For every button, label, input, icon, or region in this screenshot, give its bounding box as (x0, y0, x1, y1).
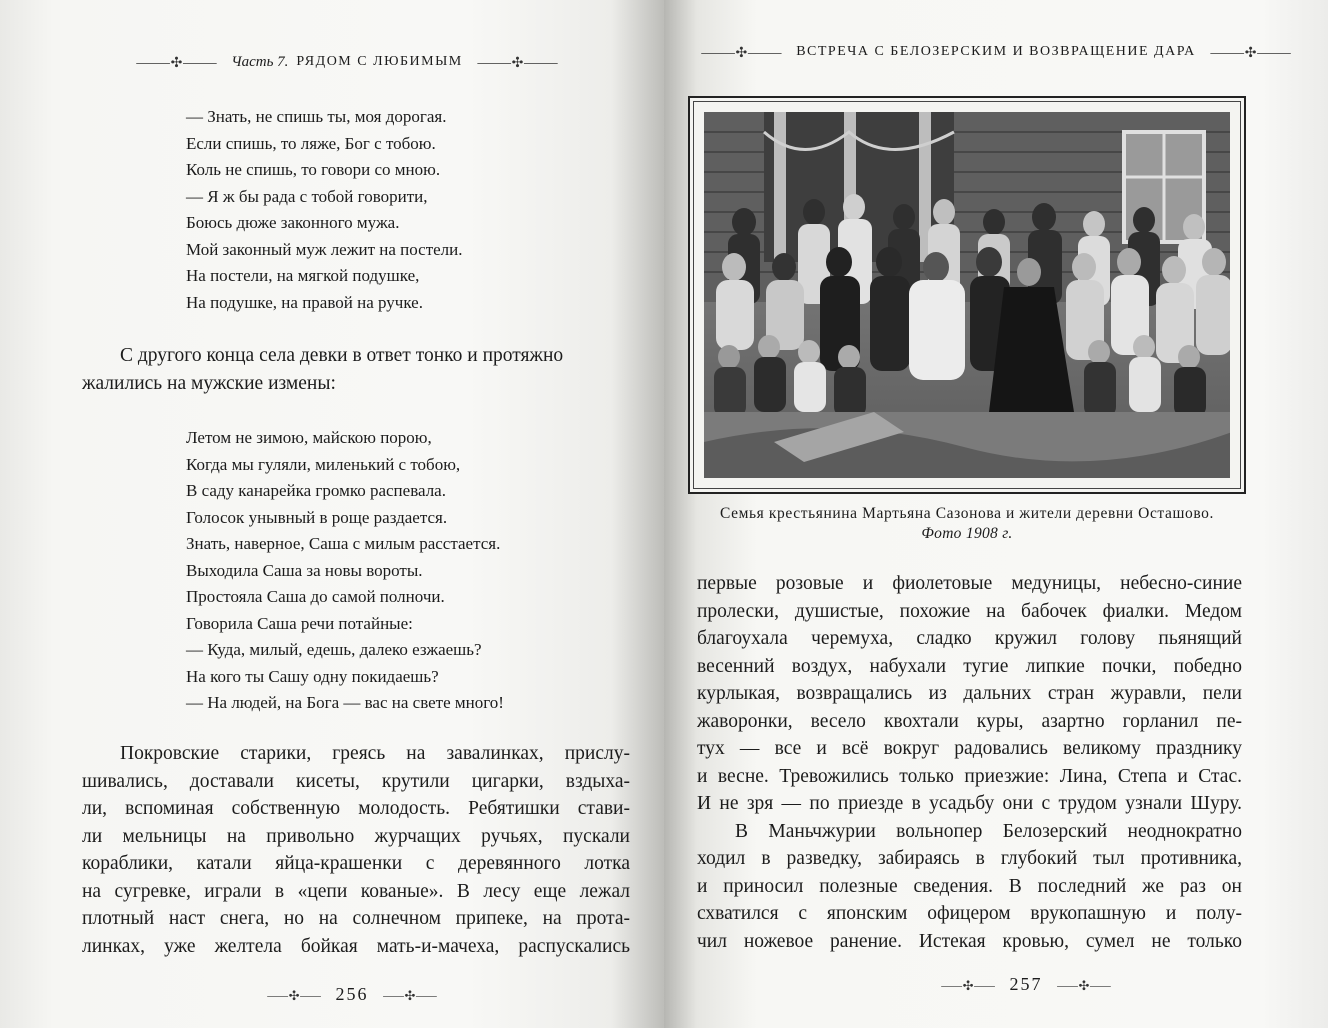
header-chapter-title: ВСТРЕЧА С БЕЛОЗЕРСКИМ И ВОЗВРАЩЕНИЕ ДАРА (796, 44, 1196, 59)
prose-line: В Маньчжурии вольнопер Белозерский неоднократно (735, 820, 1242, 842)
prose-line: благоухала черемуха, сладко кружил голову пьянящий (697, 628, 1242, 649)
photo-illustration (704, 112, 1230, 478)
prose-line: С другого конца села девки в ответ тонко и протяжно (120, 345, 564, 366)
folio-ornament-icon: ⸺✣⸺ (266, 988, 322, 1003)
ornament-left-icon: ⸻✣⸻ (700, 46, 783, 61)
verse-line: — Я ж бы рада с тобой говорити, (186, 186, 428, 206)
verse-line: Если спишь, то ляже, Бог с тобою. (186, 133, 436, 153)
prose-line: кораблики, катали яйца-крашенки с деревянного лотка (82, 853, 630, 874)
right-running-header (664, 42, 1328, 62)
verse-line: — Куда, милый, едешь, далеко езжаешь? (186, 640, 482, 659)
right-prose-block (697, 570, 1242, 955)
page-number: 256 (335, 984, 369, 1004)
verse-line: На кого ты Сашу одну покидаешь? (186, 666, 439, 686)
verse-line: Боюсь дюже законного мужа. (186, 213, 400, 232)
prose-line: жаворонки, весело квохтали куры, азартно горланил пе- (697, 710, 1242, 732)
right-page-number (664, 974, 1328, 995)
prose-line: жалились на мужские измены: (82, 372, 336, 394)
ornament-right-icon: ⸻✣⸻ (476, 56, 559, 71)
prose-line: на сугревке, играли в «цепи кованые». В лесу еще лежал (82, 880, 630, 902)
prose-line: плотный наст снега, но на солнечном припеке, на прота- (82, 908, 630, 929)
folio-ornament-icon: ⸺✣⸺ (940, 978, 996, 993)
verse-line: Голосок унывный в роще раздается. (186, 507, 448, 527)
verse-line: В саду канарейка громко распевала. (186, 481, 446, 500)
verse-line: Выходила Саша за новы вороты. (186, 560, 423, 580)
prose-line: первые розовые и фиолетовые медуницы, небесно-синие (697, 573, 1242, 594)
verse-line: — Знать, не спишь ты, моя дорогая. (186, 107, 447, 126)
family-photograph (704, 112, 1230, 478)
caption-line: Фото 1908 г. (921, 525, 1013, 542)
left-running-header (0, 52, 664, 72)
prose-line: курлыкая, возвращались из дальних стран журавли, пели (697, 683, 1242, 704)
prose-line: ходил в разведку, забираясь в глубокий тыл противника, (697, 848, 1242, 869)
ornament-left-icon: ⸻✣⸻ (135, 56, 218, 71)
prose-line: ли, вспоминая собственную молодость. Ребятишки стави- (82, 798, 630, 819)
verse-line: Когда мы гуляли, миленький с тобою, (186, 454, 461, 474)
prose-block-2 (82, 740, 630, 960)
verse-line: — На людей, на Бога — вас на свете много! (186, 693, 504, 712)
prose-line: тух — все и всё вокруг радовались великому празднику (697, 738, 1242, 759)
verse-line: Коль не спишь, то говори со мною. (186, 160, 441, 179)
photo-frame (688, 96, 1246, 494)
verse-line: На подушке, на правой на ручке. (186, 292, 423, 312)
verse-line: Летом не зимою, майскою порою, (186, 428, 432, 447)
prose-line: ли мельницы на привольно журчащих ручьях, пускали (82, 825, 630, 847)
folio-ornament-icon: ⸺✣⸺ (382, 988, 438, 1003)
folio-ornament-icon: ⸺✣⸺ (1056, 978, 1112, 993)
verse-line: На постели, на мягкой подушке, (186, 266, 420, 285)
verse-line: Говорила Саша речи потайные: (186, 613, 413, 633)
verse-block-1 (186, 104, 463, 316)
verse-line: Простояла Саша до самой полночи. (186, 587, 445, 606)
prose-line: весенний воздух, набухали тугие липкие почки, победно (697, 655, 1242, 677)
prose-line: И не зря — по приезде в усадьбу они с трудом узнали Шуру. (697, 793, 1242, 814)
prose-line: чил ножевое ранение. Истекая кровью, сумел не только (697, 930, 1242, 952)
ornament-right-icon: ⸻✣⸻ (1209, 46, 1292, 61)
header-part-label: Часть 7. (231, 53, 289, 70)
prose-line: шивались, доставали кисеты, крутили цигарки, вздыха- (82, 770, 630, 792)
caption-line: Семья крестьянина Мартьяна Сазонова и жители деревни Осташово. (719, 505, 1215, 522)
prose-line: и весне. Тревожились только приезжие: Лина, Степа и Стас. (697, 765, 1242, 787)
header-part-title: РЯДОМ С ЛЮБИМЫМ (296, 54, 463, 69)
prose-line: схватился с японским офицером врукопашную и полу- (697, 903, 1242, 924)
verse-block-2 (186, 425, 504, 717)
prose-line: и приносил полезные сведения. В последний же раз он (697, 875, 1242, 897)
photo-caption (688, 504, 1246, 544)
left-page-number (0, 984, 664, 1005)
verse-line: Мой законный муж лежит на постели. (186, 239, 463, 259)
prose-line: Покровские старики, греясь на завалинках, прислу- (120, 743, 630, 764)
verse-line: Знать, наверное, Саша с милым расстается. (186, 534, 501, 553)
page-number: 257 (1009, 974, 1043, 994)
prose-block-1 (82, 342, 630, 397)
prose-line: пролески, душистые, похожие на бабочек фиалки. Медом (697, 600, 1242, 622)
prose-line: линках, уже желтела бойкая мать-и-мачеха, распускались (82, 935, 630, 957)
